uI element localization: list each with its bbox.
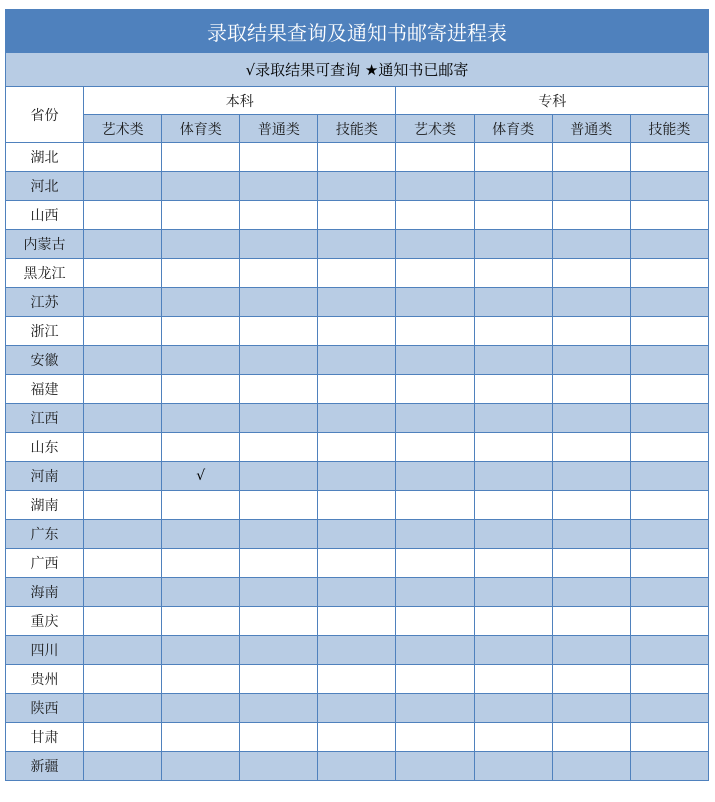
- status-cell[interactable]: [396, 201, 474, 230]
- province-cell: 陕西: [6, 694, 84, 723]
- status-cell[interactable]: [162, 607, 240, 636]
- category-header: 技能类: [318, 115, 396, 143]
- status-cell[interactable]: [84, 230, 162, 259]
- status-cell[interactable]: [474, 404, 552, 433]
- status-cell[interactable]: [552, 375, 630, 404]
- status-cell[interactable]: [240, 230, 318, 259]
- status-cell[interactable]: [474, 259, 552, 288]
- status-cell[interactable]: [162, 317, 240, 346]
- status-cell[interactable]: [84, 665, 162, 694]
- province-cell: 福建: [6, 375, 84, 404]
- status-cell[interactable]: [474, 694, 552, 723]
- status-cell[interactable]: [240, 172, 318, 201]
- status-cell[interactable]: [84, 375, 162, 404]
- status-cell[interactable]: [162, 346, 240, 375]
- status-cell[interactable]: [552, 172, 630, 201]
- status-cell[interactable]: [84, 259, 162, 288]
- province-cell: 四川: [6, 636, 84, 665]
- province-cell: 江苏: [6, 288, 84, 317]
- group-header-junior-college: 专科: [396, 87, 709, 115]
- status-cell[interactable]: [240, 665, 318, 694]
- status-cell[interactable]: [474, 462, 552, 491]
- status-cell[interactable]: [396, 259, 474, 288]
- status-cell[interactable]: [552, 491, 630, 520]
- status-cell[interactable]: [396, 694, 474, 723]
- status-cell[interactable]: [474, 433, 552, 462]
- table-row: [6, 723, 709, 752]
- status-cell[interactable]: [474, 607, 552, 636]
- status-cell[interactable]: [630, 694, 708, 723]
- table-row: [6, 346, 709, 375]
- status-cell[interactable]: [552, 462, 630, 491]
- status-cell[interactable]: [84, 172, 162, 201]
- status-cell[interactable]: [240, 317, 318, 346]
- status-cell[interactable]: [474, 288, 552, 317]
- status-cell[interactable]: [240, 607, 318, 636]
- status-cell[interactable]: [630, 288, 708, 317]
- status-cell[interactable]: [552, 346, 630, 375]
- status-cell[interactable]: [162, 578, 240, 607]
- status-cell[interactable]: [318, 665, 396, 694]
- table-row: [6, 520, 709, 549]
- status-cell[interactable]: [318, 578, 396, 607]
- table-row: [6, 491, 709, 520]
- status-cell[interactable]: [396, 665, 474, 694]
- province-cell: 湖北: [6, 143, 84, 172]
- status-cell[interactable]: [474, 491, 552, 520]
- status-cell[interactable]: [630, 230, 708, 259]
- status-cell[interactable]: [630, 462, 708, 491]
- status-cell[interactable]: [552, 665, 630, 694]
- status-cell[interactable]: [396, 288, 474, 317]
- status-cell[interactable]: [84, 462, 162, 491]
- status-cell[interactable]: [474, 230, 552, 259]
- status-cell[interactable]: [84, 433, 162, 462]
- status-cell[interactable]: [630, 404, 708, 433]
- status-cell[interactable]: [84, 752, 162, 781]
- province-cell: 广东: [6, 520, 84, 549]
- status-cell[interactable]: [474, 143, 552, 172]
- status-cell[interactable]: [240, 723, 318, 752]
- status-cell[interactable]: [162, 665, 240, 694]
- status-cell[interactable]: [84, 520, 162, 549]
- status-cell[interactable]: [630, 665, 708, 694]
- table-row: [6, 636, 709, 665]
- table-row: [6, 143, 709, 172]
- status-cell[interactable]: [240, 462, 318, 491]
- status-cell[interactable]: [396, 433, 474, 462]
- status-cell[interactable]: [162, 143, 240, 172]
- status-cell[interactable]: [318, 752, 396, 781]
- status-cell[interactable]: [318, 230, 396, 259]
- status-cell[interactable]: [474, 346, 552, 375]
- status-cell[interactable]: [84, 346, 162, 375]
- status-cell[interactable]: [318, 462, 396, 491]
- status-cell[interactable]: [630, 578, 708, 607]
- category-header: 体育类: [162, 115, 240, 143]
- status-cell[interactable]: [162, 259, 240, 288]
- status-cell[interactable]: [552, 520, 630, 549]
- status-cell[interactable]: [162, 636, 240, 665]
- status-cell[interactable]: [84, 201, 162, 230]
- category-header: 普通类: [552, 115, 630, 143]
- status-cell[interactable]: [396, 143, 474, 172]
- status-cell[interactable]: [240, 346, 318, 375]
- status-cell[interactable]: [240, 549, 318, 578]
- table-row: [6, 317, 709, 346]
- status-cell[interactable]: [318, 404, 396, 433]
- status-cell[interactable]: [396, 607, 474, 636]
- province-cell: 内蒙古: [6, 230, 84, 259]
- status-cell[interactable]: [552, 549, 630, 578]
- status-cell[interactable]: [396, 723, 474, 752]
- status-cell[interactable]: [318, 520, 396, 549]
- status-cell[interactable]: [552, 317, 630, 346]
- category-header: 艺术类: [84, 115, 162, 143]
- province-cell: 广西: [6, 549, 84, 578]
- status-cell[interactable]: [552, 404, 630, 433]
- status-cell[interactable]: [162, 288, 240, 317]
- status-cell[interactable]: [630, 317, 708, 346]
- province-cell: 江西: [6, 404, 84, 433]
- status-cell[interactable]: [240, 288, 318, 317]
- progress-table: [5, 9, 709, 781]
- status-cell[interactable]: [396, 346, 474, 375]
- province-cell: 湖南: [6, 491, 84, 520]
- province-cell: 河南: [6, 462, 84, 491]
- group-header-undergraduate: 本科: [84, 87, 396, 115]
- status-cell[interactable]: [318, 143, 396, 172]
- legend-text: √录取结果可查询 ★通知书已邮寄: [6, 53, 709, 87]
- status-cell[interactable]: [630, 520, 708, 549]
- province-cell: 贵州: [6, 665, 84, 694]
- status-cell[interactable]: [84, 317, 162, 346]
- status-cell[interactable]: [396, 404, 474, 433]
- status-cell[interactable]: [84, 578, 162, 607]
- province-cell: 山西: [6, 201, 84, 230]
- status-cell[interactable]: [630, 636, 708, 665]
- status-cell[interactable]: [162, 694, 240, 723]
- status-cell[interactable]: [240, 404, 318, 433]
- admission-progress-sheet: [5, 9, 709, 781]
- status-cell[interactable]: [318, 201, 396, 230]
- status-cell[interactable]: [84, 607, 162, 636]
- status-cell[interactable]: [240, 491, 318, 520]
- category-header: 普通类: [240, 115, 318, 143]
- status-cell[interactable]: [630, 346, 708, 375]
- status-cell[interactable]: [240, 433, 318, 462]
- status-cell[interactable]: [240, 259, 318, 288]
- province-cell: 浙江: [6, 317, 84, 346]
- status-cell[interactable]: [162, 201, 240, 230]
- status-cell[interactable]: [552, 201, 630, 230]
- sheet-title: 录取结果查询及通知书邮寄进程表: [6, 10, 709, 53]
- status-cell[interactable]: [474, 549, 552, 578]
- status-cell[interactable]: [552, 723, 630, 752]
- table-row: [6, 694, 709, 723]
- table-row: [6, 259, 709, 288]
- status-cell[interactable]: [240, 752, 318, 781]
- table-row: [6, 172, 709, 201]
- status-cell[interactable]: [552, 288, 630, 317]
- province-cell: 新疆: [6, 752, 84, 781]
- status-cell[interactable]: [318, 549, 396, 578]
- status-cell[interactable]: [162, 520, 240, 549]
- status-cell[interactable]: [318, 491, 396, 520]
- status-cell[interactable]: [630, 607, 708, 636]
- status-cell[interactable]: [396, 375, 474, 404]
- status-cell[interactable]: [552, 259, 630, 288]
- table-row: [6, 230, 709, 259]
- status-cell[interactable]: [630, 259, 708, 288]
- status-cell[interactable]: [474, 317, 552, 346]
- status-cell[interactable]: [240, 375, 318, 404]
- table-row: [6, 549, 709, 578]
- table-row: [6, 375, 709, 404]
- status-cell[interactable]: [162, 433, 240, 462]
- status-cell[interactable]: [630, 375, 708, 404]
- status-cell[interactable]: [318, 259, 396, 288]
- table-row: [6, 404, 709, 433]
- status-cell[interactable]: [318, 607, 396, 636]
- province-cell: 山东: [6, 433, 84, 462]
- status-cell[interactable]: [318, 172, 396, 201]
- status-cell[interactable]: [318, 433, 396, 462]
- status-cell[interactable]: [162, 404, 240, 433]
- status-cell[interactable]: [630, 201, 708, 230]
- province-cell: 河北: [6, 172, 84, 201]
- status-cell[interactable]: [396, 636, 474, 665]
- status-cell[interactable]: [318, 694, 396, 723]
- status-cell[interactable]: [630, 549, 708, 578]
- table-row: [6, 578, 709, 607]
- status-cell[interactable]: [630, 143, 708, 172]
- status-cell[interactable]: [162, 723, 240, 752]
- status-cell[interactable]: [474, 752, 552, 781]
- status-cell[interactable]: [162, 752, 240, 781]
- status-cell[interactable]: [630, 433, 708, 462]
- status-cell[interactable]: [162, 462, 240, 491]
- table-row: [6, 665, 709, 694]
- status-cell[interactable]: [396, 520, 474, 549]
- status-cell[interactable]: [84, 723, 162, 752]
- status-cell[interactable]: [396, 172, 474, 201]
- status-cell[interactable]: [84, 549, 162, 578]
- status-cell[interactable]: [84, 491, 162, 520]
- province-cell: 海南: [6, 578, 84, 607]
- status-cell[interactable]: [474, 665, 552, 694]
- status-cell[interactable]: [630, 752, 708, 781]
- status-cell[interactable]: [552, 578, 630, 607]
- table-row: [6, 752, 709, 781]
- status-cell[interactable]: [162, 230, 240, 259]
- status-cell[interactable]: [318, 636, 396, 665]
- status-cell[interactable]: [552, 636, 630, 665]
- status-cell[interactable]: [84, 636, 162, 665]
- status-cell[interactable]: [396, 462, 474, 491]
- status-cell[interactable]: [318, 723, 396, 752]
- status-cell[interactable]: [552, 694, 630, 723]
- status-cell[interactable]: [240, 520, 318, 549]
- status-cell[interactable]: [630, 491, 708, 520]
- status-cell[interactable]: [474, 375, 552, 404]
- status-cell[interactable]: [84, 694, 162, 723]
- province-cell: 重庆: [6, 607, 84, 636]
- table-row: [6, 288, 709, 317]
- status-cell[interactable]: [396, 491, 474, 520]
- status-cell[interactable]: [552, 433, 630, 462]
- status-cell[interactable]: [162, 172, 240, 201]
- status-cell[interactable]: [552, 607, 630, 636]
- status-cell[interactable]: [396, 578, 474, 607]
- status-cell[interactable]: [630, 723, 708, 752]
- status-cell[interactable]: [240, 143, 318, 172]
- status-cell[interactable]: [240, 694, 318, 723]
- table-row: [6, 607, 709, 636]
- status-cell[interactable]: [318, 346, 396, 375]
- status-cell[interactable]: [162, 375, 240, 404]
- status-cell[interactable]: [474, 723, 552, 752]
- province-cell: 黑龙江: [6, 259, 84, 288]
- status-cell[interactable]: [552, 230, 630, 259]
- status-cell[interactable]: [318, 288, 396, 317]
- province-cell: 安徽: [6, 346, 84, 375]
- status-cell[interactable]: [552, 752, 630, 781]
- status-cell[interactable]: [396, 230, 474, 259]
- status-cell[interactable]: [84, 404, 162, 433]
- table-row: [6, 201, 709, 230]
- status-cell[interactable]: [396, 317, 474, 346]
- status-cell[interactable]: [474, 636, 552, 665]
- status-cell[interactable]: [240, 636, 318, 665]
- status-cell[interactable]: [240, 201, 318, 230]
- status-mark: √: [196, 468, 206, 484]
- category-header: 技能类: [630, 115, 708, 143]
- table-row: [6, 462, 709, 491]
- status-cell[interactable]: [474, 201, 552, 230]
- status-cell[interactable]: [396, 752, 474, 781]
- status-cell[interactable]: [474, 172, 552, 201]
- status-cell[interactable]: [162, 491, 240, 520]
- status-cell[interactable]: [474, 578, 552, 607]
- category-header: 艺术类: [396, 115, 474, 143]
- status-cell[interactable]: [552, 143, 630, 172]
- status-cell[interactable]: [318, 317, 396, 346]
- province-cell: 甘肃: [6, 723, 84, 752]
- status-cell[interactable]: [630, 172, 708, 201]
- status-cell[interactable]: [84, 143, 162, 172]
- status-cell[interactable]: [240, 578, 318, 607]
- province-header: 省份: [6, 87, 84, 143]
- status-cell[interactable]: [162, 549, 240, 578]
- status-cell[interactable]: [396, 549, 474, 578]
- status-cell[interactable]: [318, 375, 396, 404]
- status-cell[interactable]: [84, 288, 162, 317]
- status-cell[interactable]: [474, 520, 552, 549]
- category-header: 体育类: [474, 115, 552, 143]
- table-row: [6, 433, 709, 462]
